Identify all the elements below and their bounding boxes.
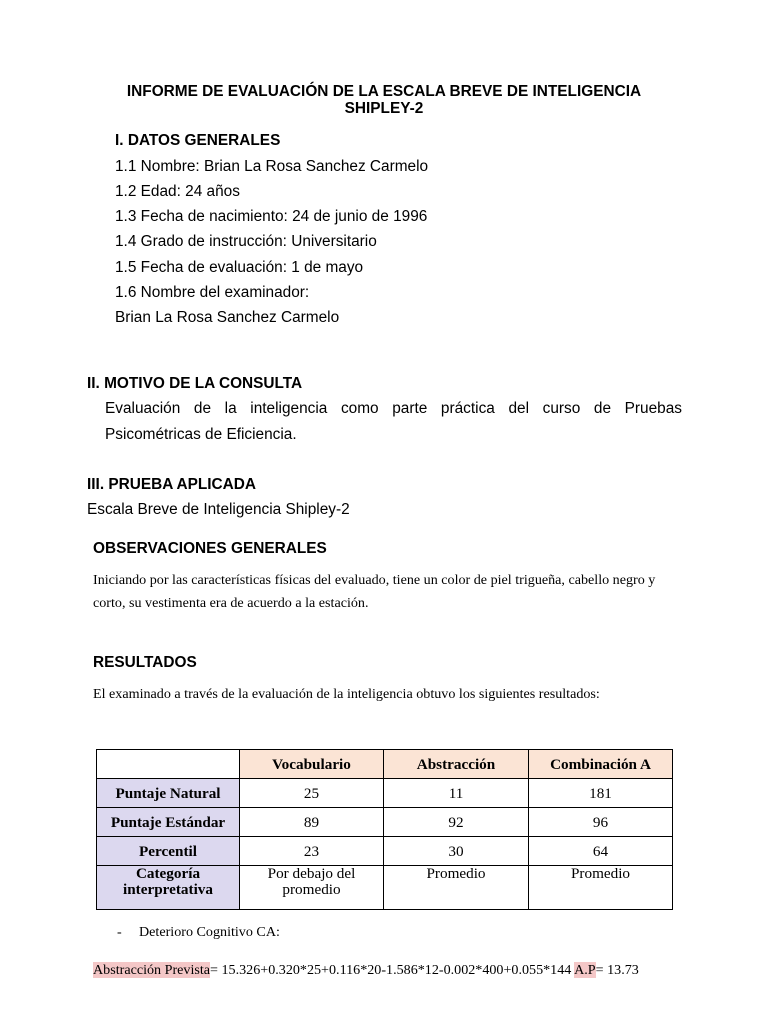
row-header-puntaje-estandar: Puntaje Estándar [97,808,240,837]
table-cell: 92 [384,808,529,837]
row-header-categoria: Categoría interpretativa [97,866,240,910]
section-heading-observaciones: OBSERVACIONES GENERALES [93,540,327,557]
row-header-puntaje-natural: Puntaje Natural [97,779,240,808]
table-cell: 96 [529,808,673,837]
row-header-percentil: Percentil [97,837,240,866]
applied-test-name: Escala Breve de Inteligencia Shipley-2 [87,501,350,518]
general-data-item-fecha-nacimiento: 1.3 Fecha de nacimiento: 24 de junio de 1996 [115,208,428,226]
table-cell: 23 [240,837,384,866]
formula-result-label: A.P [574,962,596,978]
formula-label: Abstracción Prevista [93,962,211,978]
section-heading-datos-generales: I. DATOS GENERALES [115,132,281,149]
table-cell: 11 [384,779,529,808]
section-heading-prueba: III. PRUEBA APLICADA [87,476,257,493]
section-heading-resultados: RESULTADOS [93,654,197,671]
formula-expression: = 15.326+0.320*25+0.116*20-1.586*12-0.002*400+0.055*144 [210,962,572,978]
formula-result: = 13.73 [595,962,639,978]
table-cell: Promedio [384,866,529,910]
table-row [97,866,673,910]
general-data-item-edad: 1.2 Edad: 24 años [115,182,240,200]
general-data-item-examinador: 1.6 Nombre del examinador: [115,283,310,301]
table-cell: 64 [529,837,673,866]
resultados-intro: El examinado a través de la evaluación de la inteligencia obtuvo los siguientes resultados: [93,686,600,702]
bullet-text: Deterioro Cognitivo CA: [139,924,280,940]
formula-line [93,960,639,980]
general-data-item-fecha-evaluacion: 1.5 Fecha de evaluación: 1 de mayo [115,258,364,276]
table-cell: 25 [240,779,384,808]
general-data-item-nombre: 1.1 Nombre: Brian La Rosa Sanchez Carmelo [115,157,429,175]
general-data-list [115,154,428,331]
report-title: INFORME DE EVALUACIÓN DE LA ESCALA BREVE DE INTELIGENCIA SHIPLEY-2 [126,83,642,117]
observaciones-paragraph: Iniciando por las características físicas del evaluado, tiene un color de piel trigueña, cabello negro y corto, su vestimenta era de acuerdo a la estación. [93,572,656,611]
examiner-name: Brian La Rosa Sanchez Carmelo [115,309,340,327]
table-cell: 89 [240,808,384,837]
bullet-marker: - [117,924,122,940]
column-header-vocabulario: Vocabulario [240,750,384,779]
table-corner-cell [97,750,240,779]
table-row [97,837,673,866]
table-row [97,808,673,837]
general-data-item-grado-instruccion: 1.4 Grado de instrucción: Universitario [115,233,377,251]
table-cell: 181 [529,779,673,808]
column-header-combinacion: Combinación A [529,750,673,779]
table-cell: Por debajo del promedio [240,866,384,910]
table-cell: Promedio [529,866,673,910]
results-table [96,749,673,910]
motivo-paragraph: Evaluación de la inteligencia como parte práctica del curso de Pruebas Psicométricas de Eficiencia. [105,400,682,443]
section-heading-motivo: II. MOTIVO DE LA CONSULTA [87,375,303,392]
table-cell: 30 [384,837,529,866]
table-row [97,779,673,808]
column-header-abstraccion: Abstracción [384,750,529,779]
table-header-row [97,750,673,779]
